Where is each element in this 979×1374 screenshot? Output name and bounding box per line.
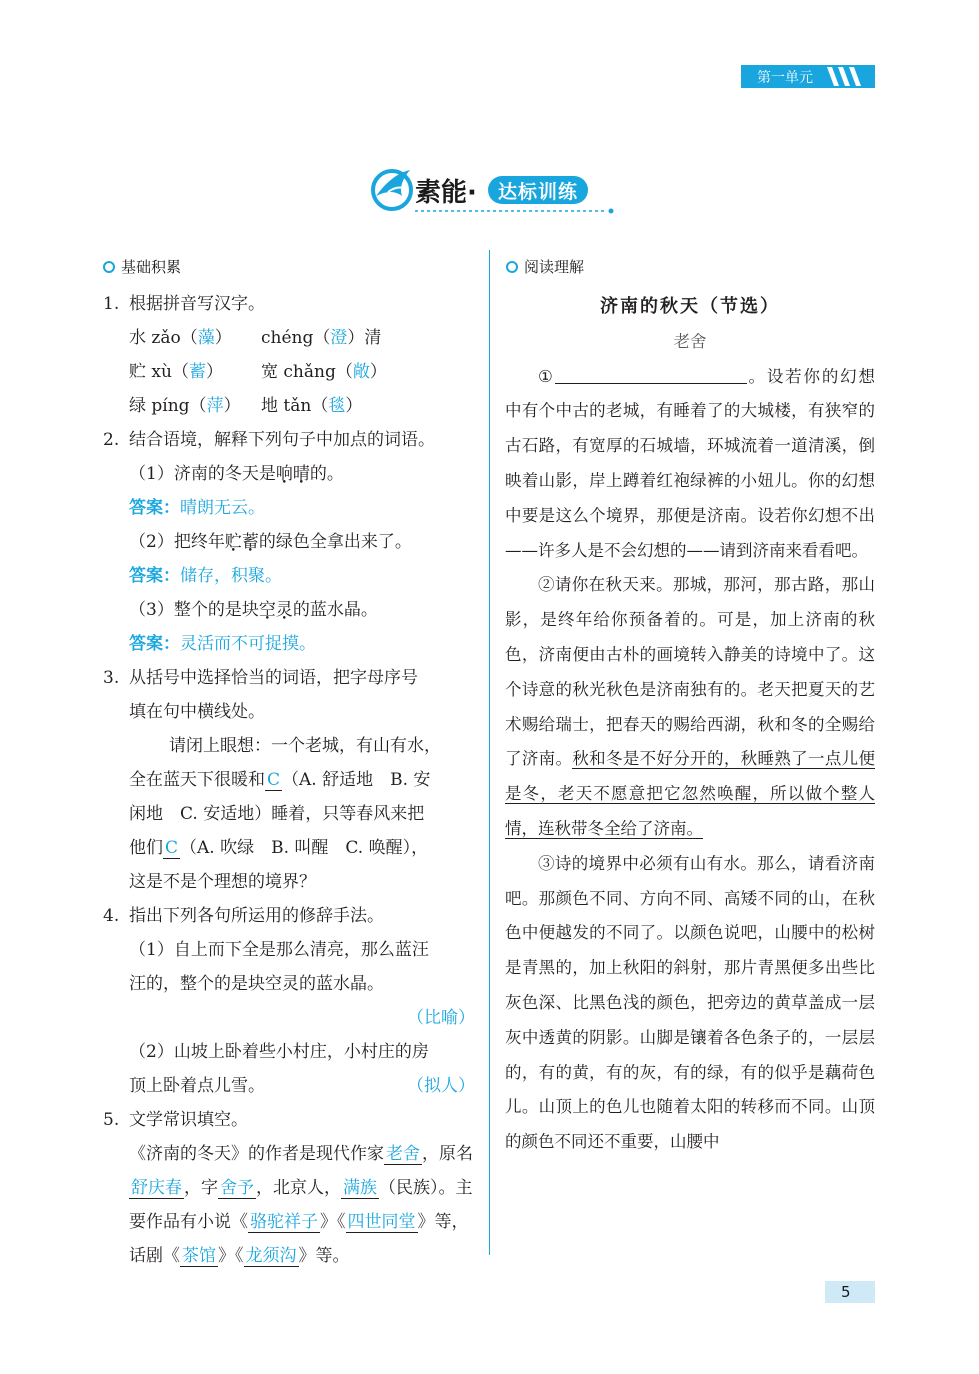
answer-text: 萍 — [206, 396, 224, 416]
left-column: 1. 根据拼音写汉字。 水 zǎo（藻） chéng（澄）清 贮 xù（蓄） 宽 chǎng（敞） 绿 píng（萍） 地 tǎn（毯） 2. 结合语境，解释下列句子中加点的词语。 （1）济南的冬天是响晴的。 答案：晴朗无云。 （2）把终年贮蓄的绿色全拿出来了。 答案：储存，积聚。 （3）整个的是块空灵的蓝水晶。 答案：灵活而不可捉摸。 3. 从括号中选择恰当的词语，把字母序号 填在句中横线处。 请闭上眼想：一个老城，有山有水， 全在蓝天下很暖和 C （A. 舒适地 B. 安 闲地 C. 安适地）睡着，只等春风来把 他们 C （A. 吹绿 B. 叫醒 C. 唤醒）， 这是不是个理想的境界？ 4. 指出下列各句所运用的修辞手法。 （1）自上而下全是那么清亮，那么蓝汪 汪的，整个的是块空灵的蓝水晶。 （比喻） （2）山坡上卧着些小村庄，小村庄的房 顶上卧着点儿雪。 （拟人） 5. 文学常识填空。 《济南的冬天》的作者是现代作家 老舍 ，原名 舒庆春 ，字 舍予 ，北京人， 满族 （民族）。主 要作品有小说《 骆驼祥子 》《 四世同堂 》等， 话剧《 茶馆 》《 龙须沟 》等。 — [103, 287, 475, 1273]
unit-label: 第一单元 — [757, 69, 813, 86]
paragraph-3: ③诗的境界中必须有山有水。那么，请看济南吧。那颜色不同、方向不同、高矮不同的山，在秋色中便越发的不同了。以颜色说吧，山腰中的松树是青黑的，加上秋阳的斜射，那片青黑便多出些比灰色深、比黑色浅的颜色，把旁边的黄草盖成一层灰中透黄的阴影。山脚是镶着各色条子的，一层层的，有的黄，有的灰，有的绿，有的似乎是藕荷色儿。山顶上的色儿也随着太阳的转移而不同。山顶的颜色不同还不重要，山腰中 — [505, 853, 875, 1152]
swallow-logo-icon — [368, 162, 420, 214]
answer-text: （拟人） — [407, 1076, 475, 1096]
question-5: 5. 文学常识填空。 — [103, 1110, 248, 1130]
question-3: 3. 从括号中选择恰当的词语，把字母序号 — [103, 668, 418, 688]
circle-bullet-icon — [506, 261, 518, 273]
answer-text: 敞 — [352, 362, 370, 382]
answer-text: 藻 — [197, 328, 215, 348]
page-number: 5 — [841, 1283, 851, 1301]
right-column — [505, 288, 875, 1160]
article-author: 老舍 — [673, 331, 707, 351]
section-banner — [368, 160, 618, 216]
banner-main-text: 素能· — [415, 178, 477, 208]
answer-text: 蓄 — [188, 362, 206, 382]
q1-row-3: 绿 píng（萍） 地 tǎn（毯） — [129, 396, 363, 416]
answer-blank: C — [165, 838, 179, 858]
q2-sentence-1: （1）济南的冬天是响晴的。 — [129, 464, 344, 484]
question-1: 1. 根据拼音写汉字。 — [103, 294, 265, 314]
banner-sub-text: 达标训练 — [488, 176, 588, 204]
section-title-reading: 阅读理解 — [506, 256, 584, 277]
question-4: 4. 指出下列各句所运用的修辞手法。 — [103, 906, 384, 926]
page-number-badge — [825, 1281, 875, 1303]
question-2: 2. 结合语境，解释下列句子中加点的词语。 — [103, 430, 435, 450]
banner-underline — [415, 208, 615, 214]
q1-row-1: 水 zǎo（藻） chéng（澄）清 — [129, 328, 382, 348]
column-divider — [489, 250, 490, 1255]
paragraph-2: ②请你在秋天来。那城，那河，那古路，那山影，是终年给你预备着的。可是，加上济南的秋色，济南便由古朴的画境转入静美的诗境中了。这个诗意的秋光秋色是济南独有的。老天把夏天的艺术赐给瑞士，把春天的赐给西湖，秋和冬的全赐给了济南。秋和冬是不好分开的，秋睡熟了一点儿便是冬，老天不愿意把它忽然唤醒，所以做个整人情，连秋带冬全给了济南。 — [505, 575, 876, 838]
stripes-icon — [825, 67, 869, 86]
q2-sentence-2: （2）把终年贮蓄的绿色全拿出来了。 — [129, 532, 412, 552]
q2-answer-1: 答案：晴朗无云。 — [129, 498, 265, 518]
answer-text: （比喻） — [407, 1008, 475, 1028]
circle-bullet-icon — [103, 261, 115, 273]
answer-text: 澄 — [330, 328, 348, 348]
paragraph-1: ① 。设若你的幻想中有个中古的老城，有睡着了的大城楼，有狭窄的古石路，有宽厚的石城墙，环城流着一道清溪，倒映着山影，岸上蹲着红袍绿裤的小妞儿。你的幻想中要是这么个境界，那便是济南。设若你幻想不出——许多人是不会幻想的——请到济南来看看吧。 — [505, 360, 875, 569]
q2-sentence-3: （3）整个的是块空灵的蓝水晶。 — [129, 600, 378, 620]
article-title: 济南的秋天（节选） — [600, 296, 780, 317]
answer-text: 毯 — [328, 396, 346, 416]
underlined-sentence: 秋和冬是不好分开的，秋睡熟了一点儿便是冬，老天不愿意把它忽然唤醒，所以做个整人情，连秋带冬全给了济南。 — [505, 749, 876, 838]
q2-answer-2: 答案：储存，积聚。 — [129, 566, 282, 586]
q2-answer-3: 答案：灵活而不可捉摸。 — [129, 634, 316, 654]
section-title-basic: 基础积累 — [103, 256, 181, 277]
q1-row-2: 贮 xù（蓄） 宽 chǎng（敞） — [129, 362, 387, 382]
answer-blank: C — [267, 770, 281, 790]
fill-blank[interactable] — [555, 361, 747, 384]
unit-badge — [741, 65, 875, 88]
